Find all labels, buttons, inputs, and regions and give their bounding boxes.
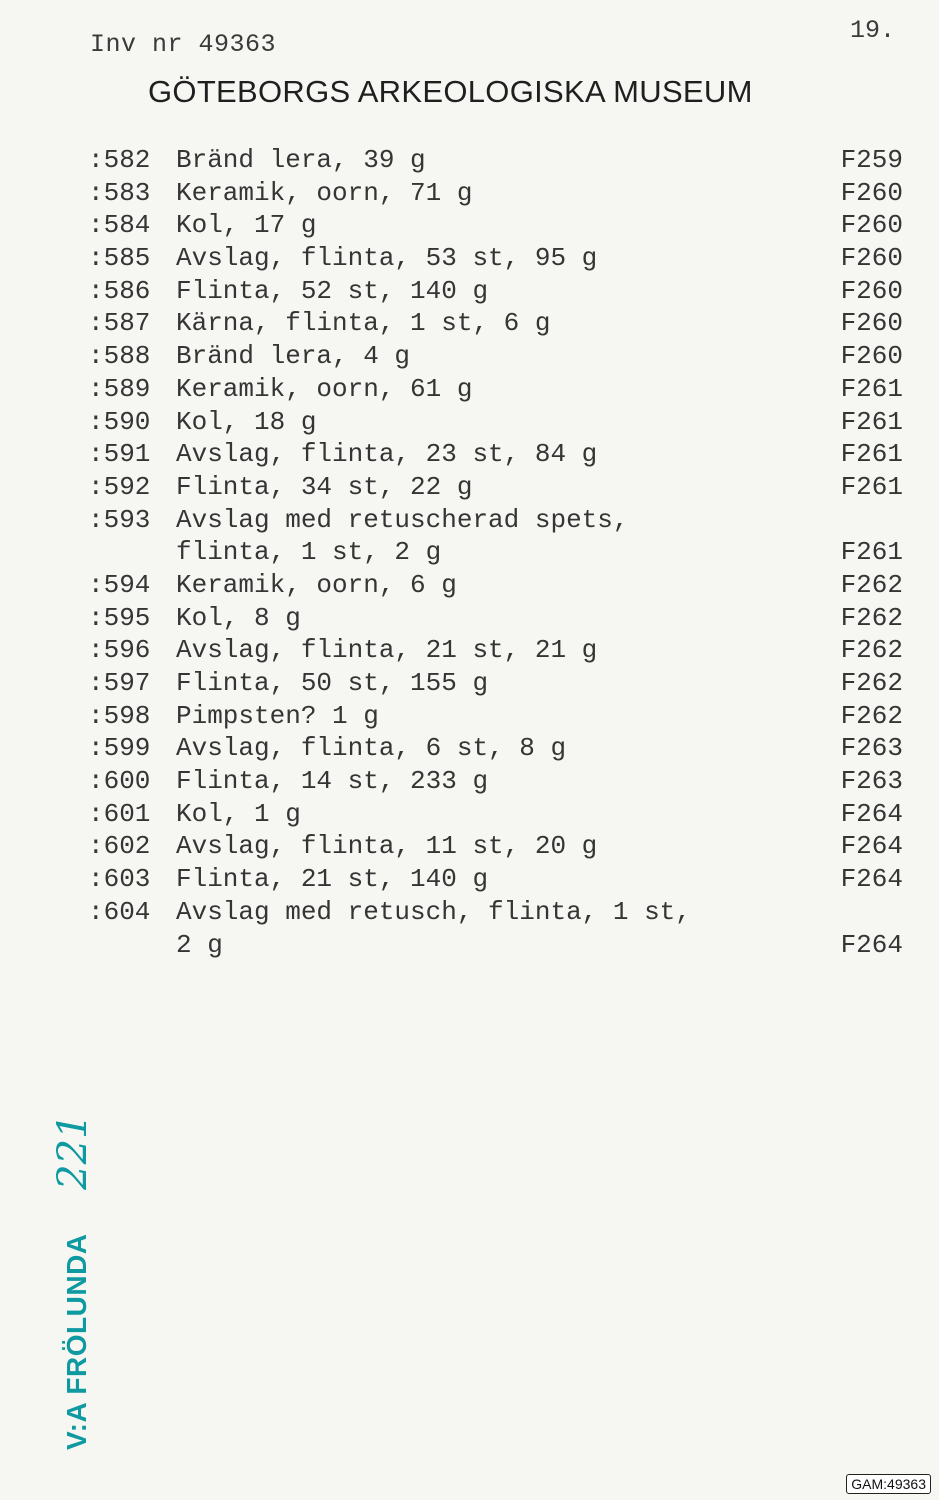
entry-row bbox=[88, 472, 903, 505]
entry-reference: F261 bbox=[840, 439, 903, 470]
entry-description: Avslag, flinta, 21 st, 21 g bbox=[176, 635, 598, 666]
entry-reference: F263 bbox=[840, 766, 903, 797]
entry-reference: F260 bbox=[840, 243, 903, 274]
entry-description: Keramik, oorn, 61 g bbox=[176, 373, 473, 404]
entry-description: Pimpsten? 1 g bbox=[176, 700, 379, 731]
entry-reference: F262 bbox=[840, 700, 903, 731]
entry-description: Kol, 18 g bbox=[176, 406, 317, 437]
entry-row bbox=[88, 374, 903, 407]
entry-number: :592 bbox=[88, 471, 151, 502]
entry-number: :584 bbox=[88, 210, 151, 241]
entry-number: :586 bbox=[88, 275, 151, 306]
entry-number: :597 bbox=[88, 668, 151, 698]
entry-description: Bränd lera, 39 g bbox=[176, 145, 426, 175]
entry-row bbox=[88, 243, 903, 276]
entry-number: :594 bbox=[88, 569, 151, 600]
entry-row bbox=[88, 766, 903, 799]
entry-row bbox=[88, 864, 903, 897]
entry-reference: F263 bbox=[840, 733, 903, 764]
site-number: 221 bbox=[50, 1113, 96, 1190]
entry-row bbox=[88, 570, 903, 603]
entry-row bbox=[88, 210, 903, 243]
entry-number: :587 bbox=[88, 308, 151, 339]
entry-reference: F264 bbox=[840, 929, 903, 960]
entry-row bbox=[88, 897, 903, 930]
entry-number: :595 bbox=[88, 602, 151, 633]
entry-row bbox=[88, 733, 903, 766]
entry-number: :599 bbox=[88, 733, 151, 764]
entry-reference: F260 bbox=[840, 177, 903, 208]
entry-description: Flinta, 34 st, 22 g bbox=[176, 471, 473, 502]
entry-reference: F264 bbox=[840, 798, 903, 829]
entry-number: :591 bbox=[88, 439, 151, 470]
entry-description: Kol, 8 g bbox=[176, 602, 301, 633]
entry-number: :604 bbox=[88, 896, 151, 927]
entry-reference: F262 bbox=[840, 635, 903, 666]
entry-row bbox=[88, 505, 903, 538]
entry-row bbox=[88, 635, 903, 668]
entry-row bbox=[88, 701, 903, 734]
entry-description: Kol, 17 g bbox=[176, 210, 317, 241]
entry-number: :603 bbox=[88, 864, 151, 895]
entry-description: Avslag, flinta, 53 st, 95 g bbox=[176, 243, 598, 274]
entry-number: :588 bbox=[88, 341, 151, 372]
entry-row bbox=[88, 831, 903, 864]
entry-continuation-row bbox=[88, 930, 903, 963]
entry-description: flinta, 1 st, 2 g bbox=[176, 537, 442, 568]
entry-list bbox=[88, 145, 903, 962]
catalog-id-stamp: GAM:49363 bbox=[846, 1474, 931, 1494]
entry-reference: F262 bbox=[840, 602, 903, 633]
site-stamp bbox=[50, 1113, 96, 1450]
entry-description: Flinta, 50 st, 155 g bbox=[176, 668, 489, 698]
entry-number: :590 bbox=[88, 406, 151, 437]
entry-reference: F260 bbox=[840, 210, 903, 241]
site-name: V:A FRÖLUNDA bbox=[61, 1233, 92, 1450]
entry-number: :582 bbox=[88, 145, 151, 175]
entry-reference: F261 bbox=[840, 471, 903, 502]
entry-row bbox=[88, 799, 903, 832]
entry-row bbox=[88, 178, 903, 211]
entry-continuation-row bbox=[88, 537, 903, 570]
entry-row bbox=[88, 276, 903, 309]
entry-row bbox=[88, 145, 903, 178]
entry-number: :585 bbox=[88, 243, 151, 274]
entry-number: :601 bbox=[88, 798, 151, 829]
entry-description: Avslag med retuscherad spets, bbox=[176, 504, 629, 535]
entry-reference: F260 bbox=[840, 341, 903, 372]
entry-description: Avslag med retusch, flinta, 1 st, bbox=[176, 896, 691, 927]
entry-row bbox=[88, 407, 903, 440]
entry-reference: F261 bbox=[840, 406, 903, 437]
entry-description: Flinta, 21 st, 140 g bbox=[176, 864, 489, 895]
entry-reference: F260 bbox=[840, 308, 903, 339]
entry-description: 2 g bbox=[176, 929, 223, 960]
entry-number: :583 bbox=[88, 177, 151, 208]
entry-reference: F264 bbox=[840, 864, 903, 895]
entry-number: :589 bbox=[88, 373, 151, 404]
entry-row bbox=[88, 668, 903, 701]
entry-number: :602 bbox=[88, 831, 151, 862]
entry-description: Keramik, oorn, 6 g bbox=[176, 569, 457, 600]
entry-row bbox=[88, 308, 903, 341]
entry-number: :598 bbox=[88, 700, 151, 731]
entry-row bbox=[88, 439, 903, 472]
entry-number: :600 bbox=[88, 766, 151, 797]
entry-description: Avslag, flinta, 11 st, 20 g bbox=[176, 831, 598, 862]
entry-number: :593 bbox=[88, 504, 151, 535]
entry-description: Flinta, 14 st, 233 g bbox=[176, 766, 489, 797]
entry-reference: F262 bbox=[840, 569, 903, 600]
entry-description: Bränd lera, 4 g bbox=[176, 341, 411, 372]
entry-reference: F259 bbox=[840, 145, 903, 175]
entry-description: Kol, 1 g bbox=[176, 798, 301, 829]
entry-number: :596 bbox=[88, 635, 151, 666]
entry-row bbox=[88, 603, 903, 636]
entry-reference: F260 bbox=[840, 275, 903, 306]
entry-description: Kärna, flinta, 1 st, 6 g bbox=[176, 308, 551, 339]
page-number: 19. bbox=[850, 16, 896, 45]
entry-reference: F264 bbox=[840, 831, 903, 862]
inventory-number: Inv nr 49363 bbox=[90, 30, 277, 59]
entry-reference: F261 bbox=[840, 373, 903, 404]
entry-reference: F262 bbox=[840, 668, 903, 698]
entry-reference: F261 bbox=[840, 537, 903, 568]
museum-name: GÖTEBORGS ARKEOLOGISKA MUSEUM bbox=[148, 74, 753, 109]
entry-description: Avslag, flinta, 6 st, 8 g bbox=[176, 733, 567, 764]
entry-description: Keramik, oorn, 71 g bbox=[176, 177, 473, 208]
entry-description: Avslag, flinta, 23 st, 84 g bbox=[176, 439, 598, 470]
entry-row bbox=[88, 341, 903, 374]
entry-description: Flinta, 52 st, 140 g bbox=[176, 275, 489, 306]
